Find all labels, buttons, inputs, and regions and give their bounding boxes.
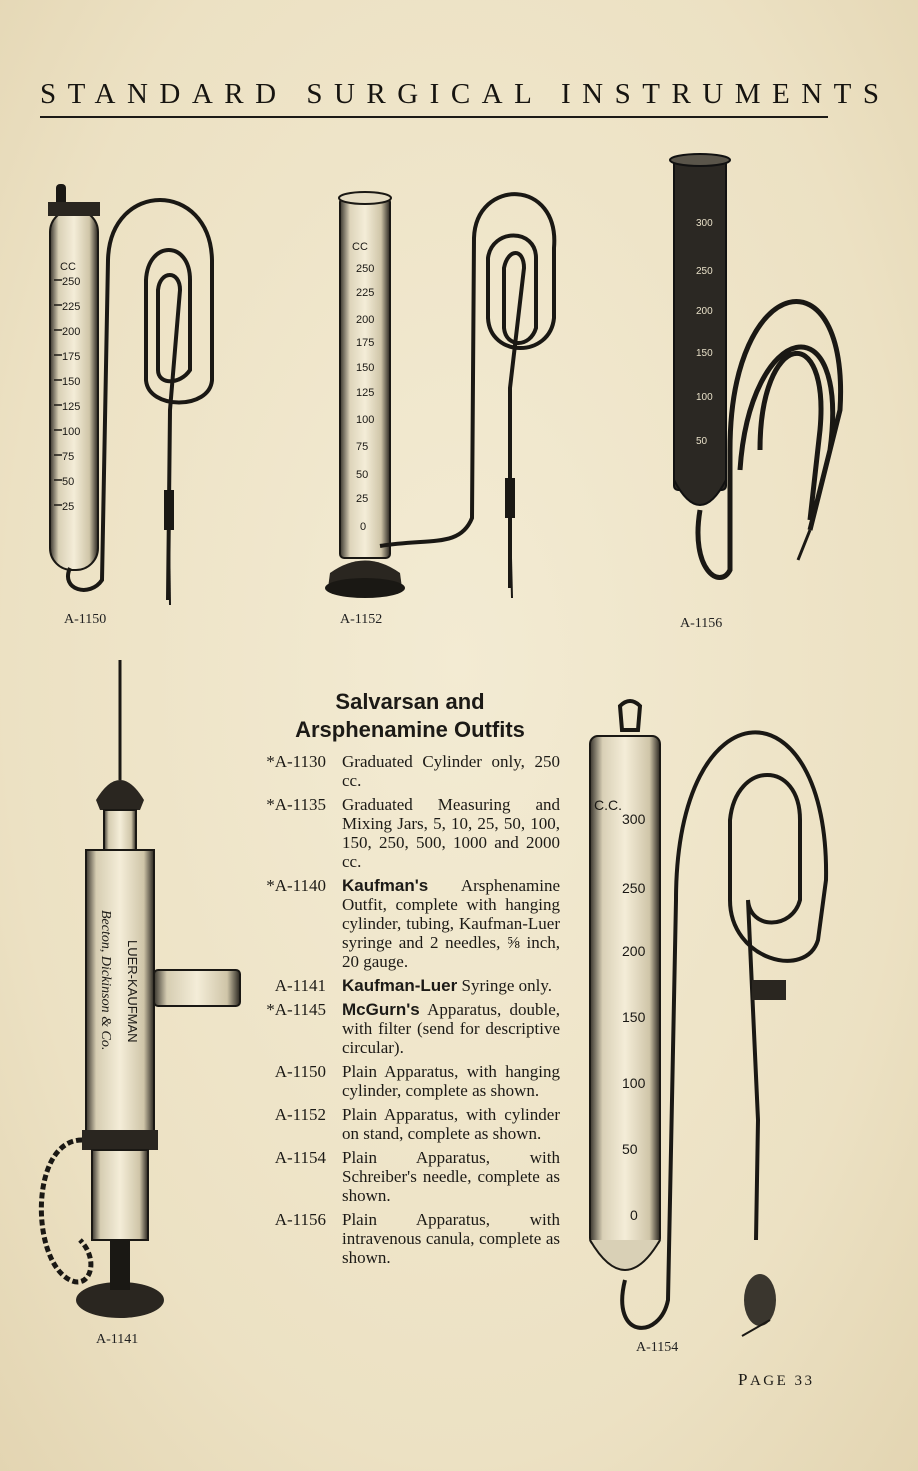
page-number-value: 33 bbox=[794, 1373, 815, 1389]
product-code: *A-1140 bbox=[266, 876, 326, 895]
a1154-tick-label: 50 bbox=[622, 1141, 638, 1157]
section-title-line2: Arsphenamine Outfits bbox=[295, 717, 525, 742]
page-number bbox=[738, 1370, 815, 1390]
page-label-initial: P bbox=[738, 1370, 750, 1389]
a1152-tick-label: 100 bbox=[356, 414, 375, 426]
product-code: A-1141 bbox=[274, 976, 326, 995]
a1150-tick-label: 250 bbox=[62, 276, 81, 288]
a1150-needle-hub bbox=[164, 490, 174, 530]
illustration-a1141 bbox=[30, 660, 250, 1330]
product-text: Plain Apparatus, with intravenous canula, complete as shown. bbox=[342, 1210, 560, 1267]
product-description bbox=[342, 795, 560, 871]
illustration-a1152 bbox=[310, 188, 570, 608]
product-description bbox=[342, 976, 560, 995]
a1150-tick-label: 75 bbox=[62, 451, 75, 463]
a1141-maker-label: Becton, Dickinson & Co. bbox=[98, 910, 113, 1051]
a1156-tick-label: 300 bbox=[696, 218, 713, 229]
a1154-tick-label: 100 bbox=[622, 1075, 646, 1091]
a1152-tick-label: 250 bbox=[356, 263, 375, 275]
a1152-tick-label: 150 bbox=[356, 362, 375, 374]
a1152-tick-label: 175 bbox=[356, 337, 375, 349]
a1152-tick-label: 200 bbox=[356, 314, 375, 326]
a1154-unit-label: C.C. bbox=[594, 797, 622, 813]
product-text: Graduated Measuring and Mixing Jars, 5, 10, 25, 50, 100, 150, 250, 500, 1000 and 2000 cc. bbox=[342, 795, 560, 871]
product-item bbox=[248, 752, 560, 790]
a1154-tick-label: 0 bbox=[630, 1207, 638, 1223]
product-code: *A-1135 bbox=[266, 795, 326, 814]
a1150-tick-label: 150 bbox=[62, 376, 81, 388]
product-description bbox=[342, 1062, 560, 1100]
product-name: Kaufman-Luer bbox=[342, 976, 458, 995]
a1152-tick-label: 75 bbox=[356, 441, 369, 453]
product-code: A-1156 bbox=[274, 1210, 326, 1229]
a1152-needle-hub bbox=[505, 478, 515, 518]
product-item bbox=[248, 1000, 560, 1057]
product-description bbox=[342, 1000, 560, 1057]
product-item bbox=[248, 1105, 560, 1143]
product-name: Kaufman's bbox=[342, 876, 429, 895]
a1150-tick-label: 225 bbox=[62, 301, 81, 313]
a1156-caption: A-1156 bbox=[680, 616, 723, 631]
a1141-brand-label: LUER-KAUFMAN bbox=[125, 940, 140, 1043]
product-text: Plain Apparatus, with cylinder on stand, complete as shown. bbox=[342, 1105, 560, 1143]
a1152-tick-label: 50 bbox=[356, 469, 369, 481]
a1156-tick-label: 50 bbox=[696, 436, 708, 447]
a1150-tick-label: 25 bbox=[62, 501, 75, 513]
a1156-tick-label: 100 bbox=[696, 392, 713, 403]
a1152-caption: A-1152 bbox=[340, 612, 383, 627]
product-description bbox=[342, 1148, 560, 1205]
product-item bbox=[248, 795, 560, 871]
a1152-unit-label: CC bbox=[352, 241, 368, 253]
section-title bbox=[270, 688, 550, 744]
product-text: Arsphenamine Outfit, complete with hanging cylinder, tubing, Kaufman-Luer syringe and 2 needles, ⅝ inch, 20 gauge. bbox=[342, 876, 560, 971]
a1156-tick-label: 150 bbox=[696, 348, 713, 359]
product-list bbox=[248, 752, 560, 1272]
a1152-tick-label: 25 bbox=[356, 493, 369, 505]
product-item bbox=[248, 876, 560, 971]
product-code: *A-1130 bbox=[266, 752, 326, 771]
product-text: Plain Apparatus, with Schreiber's needle, complete as shown. bbox=[342, 1148, 560, 1205]
product-description bbox=[342, 876, 560, 971]
section-title-line1: Salvarsan and bbox=[335, 689, 485, 714]
a1150-tick-label: 100 bbox=[62, 426, 81, 438]
product-description bbox=[342, 1210, 560, 1267]
header-rule bbox=[40, 116, 828, 118]
page-label-rest: AGE bbox=[749, 1373, 789, 1389]
a1154-caption: A-1154 bbox=[636, 1340, 679, 1355]
a1150-caption: A-1150 bbox=[64, 612, 107, 627]
a1154-tick-label: 150 bbox=[622, 1009, 646, 1025]
a1150-tick-label: 175 bbox=[62, 351, 81, 363]
a1150-tick-label: 200 bbox=[62, 326, 81, 338]
a1154-stopcock bbox=[752, 980, 786, 1000]
product-text: Syringe only. bbox=[457, 976, 552, 995]
product-code: A-1152 bbox=[274, 1105, 326, 1124]
product-name: McGurn's bbox=[342, 1000, 420, 1019]
a1150-unit-label: CC bbox=[60, 261, 76, 273]
product-code: *A-1145 bbox=[266, 1000, 326, 1019]
product-code: A-1150 bbox=[274, 1062, 326, 1081]
a1141-caption: A-1141 bbox=[96, 1332, 139, 1347]
product-item bbox=[248, 1062, 560, 1100]
a1154-tick-label: 250 bbox=[622, 880, 646, 896]
product-description bbox=[342, 1105, 560, 1143]
a1156-tick-label: 200 bbox=[696, 306, 713, 317]
a1154-tick-label: 300 bbox=[622, 811, 646, 827]
product-item bbox=[248, 976, 560, 995]
illustration-a1156 bbox=[660, 150, 860, 610]
product-text: Graduated Cylinder only, 250 cc. bbox=[342, 752, 560, 790]
product-text: Apparatus, double, with filter (send for descriptive circular). bbox=[342, 1000, 560, 1057]
illustration-a1154 bbox=[580, 700, 840, 1340]
product-item bbox=[248, 1210, 560, 1267]
illustration-a1150 bbox=[30, 180, 230, 610]
product-code: A-1154 bbox=[274, 1148, 326, 1167]
product-description bbox=[342, 752, 560, 790]
a1156-tick-label: 250 bbox=[696, 266, 713, 277]
a1154-tick-label: 200 bbox=[622, 943, 646, 959]
a1152-tick-label: 0 bbox=[360, 521, 367, 533]
a1150-tick-label: 125 bbox=[62, 401, 81, 413]
a1152-tick-label: 125 bbox=[356, 387, 375, 399]
a1150-tick-label: 50 bbox=[62, 476, 75, 488]
product-text: Plain Apparatus, with hanging cylinder, complete as shown. bbox=[342, 1062, 560, 1100]
page-header-title: STANDARD SURGICAL INSTRUMENTS bbox=[40, 78, 891, 110]
product-item bbox=[248, 1148, 560, 1205]
a1152-tick-label: 225 bbox=[356, 287, 375, 299]
